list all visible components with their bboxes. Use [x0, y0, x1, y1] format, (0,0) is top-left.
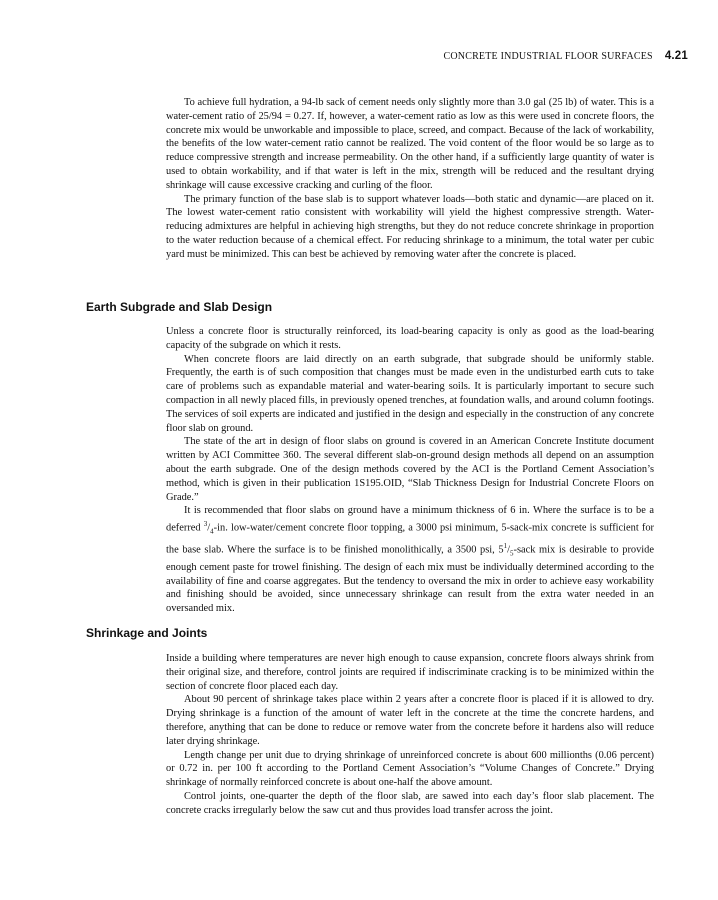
- paragraph: When concrete floors are laid directly on an earth subgrade, that subgrade should be uniformly stable. Frequently, the earth is of such composition that changes must be made even in the undisturbed earth cuts to take care of problems such as expandable material and water-bearing soils. It is particularly important to secure such compaction in all newly placed fills, in previously opened trenches, at foundation walls, and around column footings. The services of soil experts are indicated and justified in the design and especially in the construction of any concrete floor slab on ground.: [166, 353, 654, 434]
- fraction-denominator: 4: [210, 527, 214, 536]
- running-head: [443, 50, 688, 62]
- section-heading-shrinkage-joints: Shrinkage and Joints: [86, 626, 208, 640]
- page-number: 4.21: [664, 50, 688, 62]
- paragraph: Length change per unit due to drying shrinkage of unreinforced concrete is about 600 millionths (0.06 percent) or 0.72 in. per 100 ft according to the Portland Cement Association’s “Volume Changes of Concrete.” Drying shrinkage of normally reinforced concrete is about one-half the above amount.: [166, 749, 654, 789]
- paragraph: About 90 percent of shrinkage takes place within 2 years after a concrete floor is placed if it is allowed to dry. Drying shrinkage is a function of the amount of water left in the concrete at the time the concrete hardens, and therefore, anything that can be done to reduce or remove water from the concrete before it hardens also will reduce later drying shrinkage.: [166, 694, 654, 747]
- paragraph-text: It is recommended that floor slabs on ground have a minimum thickness of 6 in. Where the surface is to be a deferred: [166, 505, 654, 534]
- intro-text-block: [166, 96, 654, 262]
- paragraph: It is recommended that floor slabs on ground have a minimum thickness of 6 in. Where the surface is to be a deferred $^3/_4-in$. low-water/cement concrete floor topping, a 3000 psi minimum, 5-sack-mix concrete is sufficient for the base slab. Where the surface is to be finished monolithically, a 3500 psi, $5^1/_5$-sack mix is desirable to provide enough cement paste for trowel finishing. The design of each mix must be individually determined according to the availability of fine and coarse aggregates. But the tendency to oversand the mix in order to achieve easy workability and finishing should be avoided, since unnecessary shrinkage can result from the extra water needed in an oversanded mix.: [166, 505, 654, 615]
- paragraph: Control joints, one-quarter the depth of the floor slab, are sawed into each day’s floor slab placement. The concrete cracks irregularly below the saw cut and thus provides load transfer across the joint.: [166, 790, 654, 816]
- section-earth-subgrade-body: [166, 325, 654, 616]
- paragraph: Unless a concrete floor is structurally reinforced, its load-bearing capacity is only as good as the load-bearing capacity of the subgrade on which it rests.: [166, 326, 654, 351]
- paragraph: The primary function of the base slab is to support whatever loads—both static and dynamic—are placed on it. The lowest water-cement ratio consistent with workability will yield the highest compressive strength. Water-reducing admixtures are helpful in achieving high strengths, but they do not reduce concrete shrinkage in proportion to the water reduction because of a chemical effect. For reducing shrinkage to a minimum, the total water per cubic yard must be minimized. This can best be achieved by removing water after the concrete is placed.: [166, 193, 654, 260]
- section-shrinkage-joints-body: [166, 652, 654, 818]
- paragraph: The state of the art in design of floor slabs on ground is covered in an American Concrete Institute document written by ACI Committee 360. The several different slab-on-ground design methods all depend on an assumption about the earth subgrade. One of the design methods covered by the ACI is the Portland Cement Association’s method, which is given in their publication 1S195.OID, “Slab Thickness Design for Industrial Concrete Floors on Grade.”: [166, 436, 654, 503]
- section-heading-earth-subgrade: Earth Subgrade and Slab Design: [86, 300, 273, 314]
- running-head-title: CONCRETE INDUSTRIAL FLOOR SURFACES: [443, 51, 653, 62]
- fraction-numerator: 3: [203, 520, 208, 529]
- paragraph: To achieve full hydration, a 94-lb sack of cement needs only slightly more than 3.0 gal (25 lb) of water. This is a water-cement ratio of 25/94 = 0.27. If, however, a water-cement ratio as low as this were used in concrete floors, the concrete mix would be unworkable and impossible to place, screed, and compact. Because of the lack of workability, the benefits of the low water-cement ratio cannot be realized. The void content of the floor would be so large as to reduce compressive strength and increase permeability. On the other hand, if a sufficiently large quantity of water is used to obtain workability, and if that water is left in the mix, strength will be reduced and the resultant drying shrinkage will cause excessive cracking and curling of the floor.: [166, 97, 654, 191]
- paragraph-text: -sack mix is desirable to provide enough cement paste for trowel finishing. The design of each mix must be individually determined according to the availability of fine and coarse aggregates. But the tendency to oversand the mix in order to achieve easy workability and finishing should be avoided, since unnecessary shrinkage can result from the extra water needed in an oversanded mix.: [166, 543, 654, 615]
- fraction-denominator: 5: [510, 549, 514, 558]
- paragraph: Inside a building where temperatures are never high enough to cause expansion, concrete floors always shrink from their original size, and therefore, control joints are required if indiscriminate cracking is to be minimized within the section of concrete floor placed each day.: [166, 653, 654, 692]
- fraction-numerator: 1: [503, 541, 508, 550]
- paragraph-text: -in. low-water/cement concrete floor topping, a 3000 psi minimum, 5-sack-mix concrete is sufficient for the base slab. Where the surface is to be finished monolithically, a 3500 psi, 5: [166, 522, 654, 555]
